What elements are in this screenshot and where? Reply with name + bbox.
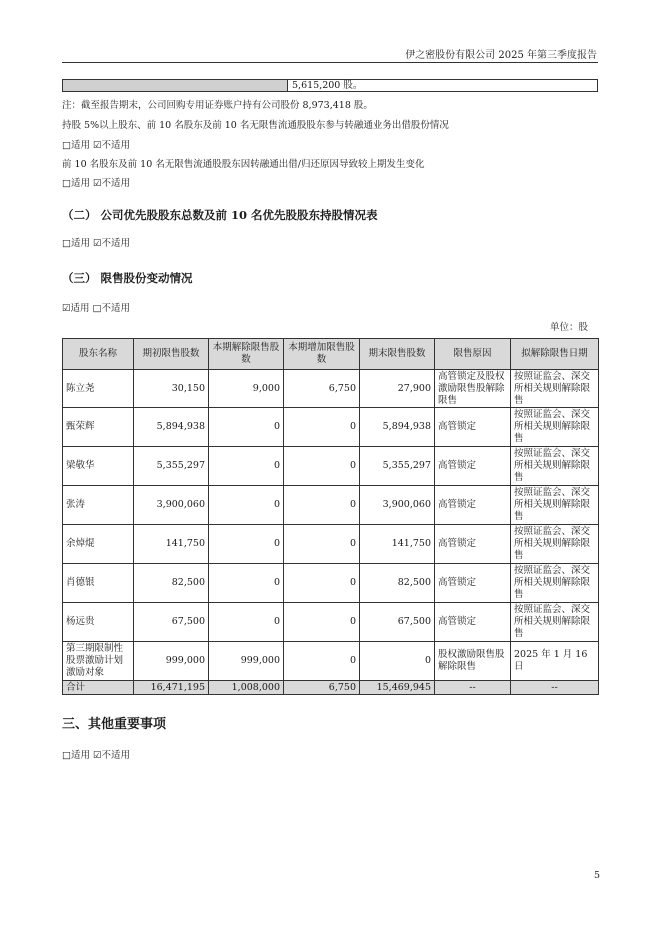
cell-added: 0 bbox=[284, 486, 360, 525]
applicability-option: □适用 ☑不适用 bbox=[62, 750, 131, 761]
cell-name: 陈立尧 bbox=[63, 370, 134, 408]
cell-released: 0 bbox=[209, 603, 284, 642]
table-row bbox=[63, 370, 599, 408]
col-header: 本期解除限售股数 bbox=[209, 339, 284, 370]
cell-name: 张涛 bbox=[63, 486, 134, 525]
col-header: 限售原因 bbox=[435, 339, 511, 370]
shaded-cell bbox=[63, 80, 288, 91]
cell-end: 27,900 bbox=[360, 370, 435, 408]
cell-released: 0 bbox=[209, 564, 284, 603]
applicability-option: □适用 ☑不适用 bbox=[62, 140, 131, 151]
cell-added: 0 bbox=[284, 603, 360, 642]
total-row bbox=[63, 681, 599, 695]
applicability-option: □适用 ☑不适用 bbox=[62, 238, 131, 249]
cell-added: 0 bbox=[284, 447, 360, 486]
cell-name: 肖德银 bbox=[63, 564, 134, 603]
cell-date: 按照证监会、深交所相关规则解除限售 bbox=[511, 486, 599, 525]
header-divider bbox=[62, 62, 598, 63]
cell-released: 0 bbox=[209, 408, 284, 447]
cell-begin: 5,894,938 bbox=[134, 408, 209, 447]
cell-reason: 高管锁定 bbox=[435, 486, 511, 525]
cell-added: 0 bbox=[284, 564, 360, 603]
cell-date: 按照证监会、深交所相关规则解除限售 bbox=[511, 370, 599, 408]
cell-added: 0 bbox=[284, 642, 360, 681]
cell-end: 82,500 bbox=[360, 564, 435, 603]
cell-begin: 141,750 bbox=[134, 525, 209, 564]
cell-released: 0 bbox=[209, 486, 284, 525]
cell-date: 按照证监会、深交所相关规则解除限售 bbox=[511, 447, 599, 486]
cell-date: 按照证监会、深交所相关规则解除限售 bbox=[511, 564, 599, 603]
table-row bbox=[63, 603, 599, 642]
cell-begin: 999,000 bbox=[134, 642, 209, 681]
cell-reason: 高管锁定 bbox=[435, 525, 511, 564]
applicability-option: □适用 ☑不适用 bbox=[62, 178, 131, 189]
col-header: 期末限售股数 bbox=[360, 339, 435, 370]
cell-reason: 股权激励限售股解除限售 bbox=[435, 642, 511, 681]
page-header: 伊之密股份有限公司 2025 年第三季度报告 bbox=[405, 50, 597, 61]
cell-released: 1,008,000 bbox=[209, 681, 284, 695]
col-header: 期初限售股数 bbox=[134, 339, 209, 370]
applicability-option: ☑适用 □不适用 bbox=[62, 303, 131, 314]
col-header: 拟解除限售日期 bbox=[511, 339, 599, 370]
cell-released: 0 bbox=[209, 447, 284, 486]
table-row bbox=[63, 525, 599, 564]
cell-reason: 高管锁定 bbox=[435, 447, 511, 486]
cell-released: 9,000 bbox=[209, 370, 284, 408]
cell-name: 第三期限制性股票激励计划激励对象 bbox=[63, 642, 134, 681]
cell-end: 3,900,060 bbox=[360, 486, 435, 525]
cell-name: 杨远贵 bbox=[63, 603, 134, 642]
cell-begin: 3,900,060 bbox=[134, 486, 209, 525]
cell-name: 余焯焜 bbox=[63, 525, 134, 564]
cell-added: 6,750 bbox=[284, 370, 360, 408]
cell-reason: 高管锁定 bbox=[435, 603, 511, 642]
cell-added: 0 bbox=[284, 408, 360, 447]
restricted-shares-table bbox=[62, 338, 599, 695]
cell-end: 15,469,945 bbox=[360, 681, 435, 695]
col-header: 本期增加限售股数 bbox=[284, 339, 360, 370]
cell-end: 141,750 bbox=[360, 525, 435, 564]
cell-begin: 67,500 bbox=[134, 603, 209, 642]
page-number: 5 bbox=[594, 870, 601, 881]
table-row bbox=[63, 408, 599, 447]
table-row bbox=[63, 447, 599, 486]
cell-date: 按照证监会、深交所相关规则解除限售 bbox=[511, 603, 599, 642]
cell-begin: 82,500 bbox=[134, 564, 209, 603]
cell-date: -- bbox=[511, 681, 599, 695]
note-refinancing-change: 前 10 名股东及前 10 名无限售流通股股东因转融通出借/归还原因导致较上期发生变化 bbox=[62, 159, 425, 170]
cell-name: 甄荣辉 bbox=[63, 408, 134, 447]
cell-reason: 高管锁定及股权激励限售股解除限售 bbox=[435, 370, 511, 408]
col-header: 股东名称 bbox=[63, 339, 134, 370]
section-heading-restricted: （三） 限售股份变动情况 bbox=[62, 271, 193, 285]
cell-added: 0 bbox=[284, 525, 360, 564]
cell-end: 5,355,297 bbox=[360, 447, 435, 486]
cell-added: 6,750 bbox=[284, 681, 360, 695]
tail-value: 5,615,200 股。 bbox=[292, 80, 363, 91]
cell-reason: 高管锁定 bbox=[435, 564, 511, 603]
table-row bbox=[63, 486, 599, 525]
cell-end: 67,500 bbox=[360, 603, 435, 642]
unit-label: 单位：股 bbox=[549, 322, 588, 333]
cell-date: 2025 年 1 月 16 日 bbox=[511, 642, 599, 681]
cell-reason: 高管锁定 bbox=[435, 408, 511, 447]
cell-begin: 5,355,297 bbox=[134, 447, 209, 486]
note-refinancing: 持股 5%以上股东、前 10 名股东及前 10 名无限售流通股股东参与转融通业务出借股份情况 bbox=[62, 120, 449, 131]
cell-released: 999,000 bbox=[209, 642, 284, 681]
section-heading-other-matters: 三、其他重要事项 bbox=[62, 717, 167, 732]
note-buyback: 注：截至报告期末，公司回购专用证券账户持有公司股份 8,973,418 股。 bbox=[62, 100, 373, 111]
cell-released: 0 bbox=[209, 525, 284, 564]
cell-end: 5,894,938 bbox=[360, 408, 435, 447]
shareholder-table-tail bbox=[62, 79, 598, 92]
cell-date: 按照证监会、深交所相关规则解除限售 bbox=[511, 525, 599, 564]
cell-reason: -- bbox=[435, 681, 511, 695]
cell-end: 0 bbox=[360, 642, 435, 681]
cell-name: 合计 bbox=[63, 681, 134, 695]
table-row bbox=[63, 564, 599, 603]
cell-date: 按照证监会、深交所相关规则解除限售 bbox=[511, 408, 599, 447]
cell-begin: 30,150 bbox=[134, 370, 209, 408]
cell-name: 梁敬华 bbox=[63, 447, 134, 486]
table-header-row bbox=[63, 339, 599, 370]
cell-begin: 16,471,195 bbox=[134, 681, 209, 695]
section-heading-preferred: （二） 公司优先股股东总数及前 10 名优先股股东持股情况表 bbox=[62, 208, 378, 222]
table-row bbox=[63, 642, 599, 681]
